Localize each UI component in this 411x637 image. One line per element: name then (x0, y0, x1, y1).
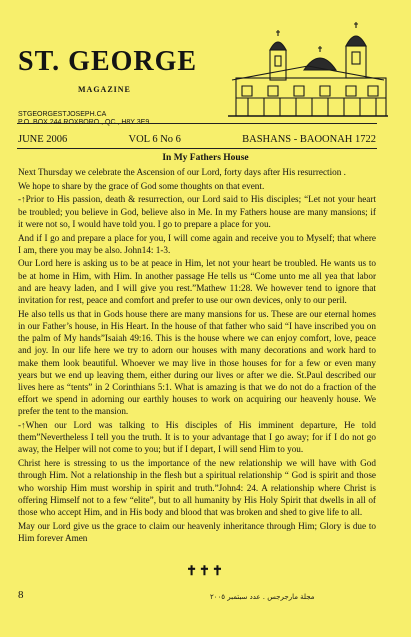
paragraph: Christ here is stressing to us the importance of the new relationship we will have with God through Him. Not a relationship in the flesh but a spiritual relationship “ God is spirit and those who worship Him must worship in spirit and truth.”John4: 24. A relationship where Christ is offering Himself not to a few “elite”, but to all humanity by His Holy Spirit that dwells in all of those who accept Him, and in His body and blood that was broken and shed to give life to all. (18, 458, 376, 517)
issue-coptic-date: BASHANS - BAOONAH 1722 (242, 134, 376, 145)
address-text: P.O. BOX 244 ROXBORO , QC , H8Y 3E9 (18, 119, 150, 126)
article-body (18, 166, 376, 546)
masthead-title: ST. GEORGE (18, 46, 198, 77)
paragraph: Next Thursday we celebrate the Ascension of our Lord, forty days after His resurrection . (18, 167, 346, 177)
issue-volume: VOL 6 No 6 (128, 134, 181, 145)
issue-date: JUNE 2006 (18, 134, 68, 145)
contact-block (18, 111, 149, 127)
paragraph: And if I go and prepare a place for you, I will come again and receive you to Myself; that where I am, there you may be also. John14: 1-3. (18, 232, 376, 255)
paragraph: We hope to share by the grace of God some thoughts on that event. (18, 180, 265, 191)
paragraph: -↑Prior to His passion, death & resurrection, our Lord said to His disciples; “Let not your heart be troubled; you believe in God, believe also in Me. In my Fathers house are many mansions; if it were not so, I would have told you. I go to prepare a place for you. (18, 194, 376, 229)
masthead-subtitle: MAGAZINE (78, 85, 131, 94)
paragraph: He also tells us that in Gods house there are many mansions for us. These are our eternal homes in our Father’s house, in His Heart. In the house of that father who said “I have inscribed you on the palm of My hands”Isaiah 49:16. This is the house where we can enjoy comfort, love, peace and joy. In our life here we try to adorn our houses with many decorations and work hard to make them look beautiful. Whoever we may live in those houses for for a few or even many years but we end up leaving them, either during our lives or after we die. St.Paul described our lives here as “tents” in 2 Corinthians 5:1. What is amazing is that we do not do a fraction of the effort we spend in adorning our earthly houses to work on acquiring our heavenly house. We prefer the tent to the mansion. (18, 308, 376, 417)
article-title: In My Fathers House (162, 153, 249, 163)
paragraph: May our Lord give us the grace to claim our heavenly inheritance through Him; Glory is due to Him forever Amen (18, 520, 376, 543)
page-number: 8 (18, 589, 24, 601)
email-text: STGEORGESTJOSEPH.CA (18, 111, 107, 118)
crosses-ornament: ✝✝✝ (186, 563, 225, 578)
footer-arabic-line: مجلة مارجرجس . عدد سبتمبر ٢٠٠٥ (210, 593, 315, 601)
header-rule-bottom (17, 148, 377, 149)
paragraph: -↑When our Lord was talking to His disciples of His imminent departure, He told them”Nevertheless I tell you the truth. It is to your advantage that I go away; for if I do not go away, the Helper will not come to you; but if I depart, I will send Him to you. (18, 420, 376, 455)
header-rule-top (17, 123, 377, 124)
issue-bar (18, 134, 376, 145)
paragraph: Our Lord here is asking us to be at peace in Him, let not your heart be troubled. He wants us to be at home in Him, with Him. In another passage He tells us “Come unto me all yea that labor and are heavy laden, and I will give you rest.”Mathew 11:28. We however tend to ignore that invitation for rest, peace and comfort and prefer to use our own devices, only to our peril. (18, 258, 376, 306)
church-illustration (228, 20, 388, 120)
